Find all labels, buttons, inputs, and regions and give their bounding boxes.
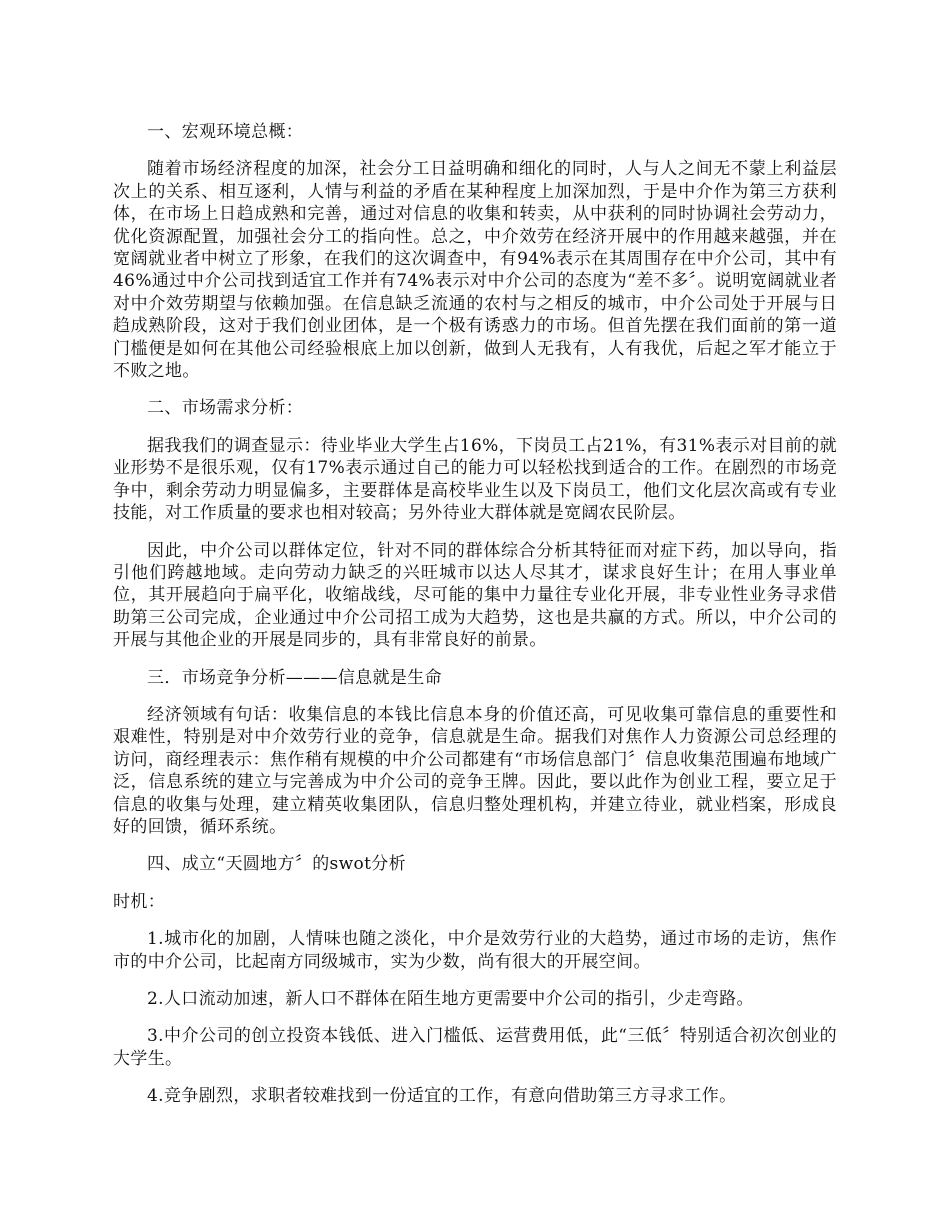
opportunity-item-4: 4.竞争剧烈，求职者较难找到一份适宜的工作，有意向借助第三方寻求工作。 [147, 1086, 737, 1107]
section-heading-4: 四、成立“天圆地方〞的swot分析 [147, 854, 406, 875]
section-heading-1: 一、宏观环境总概： [147, 122, 304, 142]
opportunity-item-1: 1.城市化的加剧，人情味也随之淡化，中介是效劳行业的大趋势，通过市场的走访，焦作市的中介公司，比起南方同级城市，实为少数，尚有很大的开展空间。 [113, 929, 837, 972]
opportunity-item-3: 3.中介公司的创立投资本钱低、进入门槛低、运营费用低，此“三低〞特别适合初次创业的大学生。 [113, 1026, 837, 1069]
opportunity-label: 时机： [113, 891, 166, 912]
section-2-paragraph-1: 据我我们的调查显示：待业毕业大学生占16%，下岗员工占21%，有31%表示对目前的就业形势不是很乐观，仅有17%表示通过自己的能力可以轻松找到适合的工作。在剧烈的市场竞争中，剩余劳动力明显偏多，主要群体是高校毕业生以及下岗员工，他们文化层次高或有专业技能，对工作质量的要求也相对较高；另外待业大群体就是宽阔农民阶层。 [113, 435, 837, 524]
document-page [113, 121, 837, 1123]
section-1-paragraph-1: 随着市场经济程度的加深，社会分工日益明确和细化的同时，人与人之间无不蒙上利益层次上的关系、相互逐利，人情与利益的矛盾在某种程度上加深加烈，于是中介作为第三方获利体，在市场上日趋成熟和完善，通过对信息的收集和转卖，从中获利的同时协调社会劳动力，优化资源配置，加强社会分工的指向性。总之，中介效劳在经济开展中的作用越来越强，并在宽阔就业者中树立了形象，在我们的这次调查中，有94%表示在其周围存在中介公司，其中有46%通过中介公司找到适宜工作并有74%表示对中介公司的态度为“差不多〞。说明宽阔就业者对中介效劳期望与依赖加强。在信息缺乏流通的农村与之相反的城市，中介公司处于开展与日趋成熟阶段，这对于我们创业团体，是一个极有诱惑力的市场。但首先摆在我们面前的第一道门槛便是如何在其他公司经验根底上加以创新，做到人无我有，人有我优，后起之军才能立于不败之地。 [113, 159, 837, 382]
section-heading-2: 二、市场需求分析： [147, 398, 304, 419]
section-2-paragraph-2: 因此，中介公司以群体定位，针对不同的群体综合分析其特征而对症下药，加以导向，指引他们跨越地域。走向劳动力缺乏的兴旺城市以达人尽其才，谋求良好生计；在用人事业单位，其开展趋向于扁平化，收缩战线，尽可能的集中力量往专业化开展，非专业性业务寻求借助第三公司完成，企业通过中介公司招工成为大趋势，这也是共赢的方式。所以，中介公司的开展与其他企业的开展是同步的，具有非常良好的前景。 [113, 540, 837, 651]
section-3-paragraph-1: 经济领域有句话：收集信息的本钱比信息本身的价值还高，可见收集可靠信息的重要性和艰难性，特别是对中介效劳行业的竞争，信息就是生命。据我们对焦作人力资源公司总经理的访问，商经理表示：焦作稍有规模的中介公司都建有“市场信息部门〞信息收集范围遍布地域广泛，信息系统的建立与完善成为中介公司的竞争王牌。因此，要以此作为创业工程，要立足于信息的收集与处理，建立精英收集团队，信息归整处理机构，并建立待业，就业档案，形成良好的回馈，循环系统。 [113, 704, 837, 837]
section-heading-3: 三．市场竞争分析———信息就是生命 [147, 667, 442, 688]
opportunity-item-2: 2.人口流动加速，新人口不群体在陌生地方更需要中介公司的指引，少走弯路。 [147, 989, 754, 1009]
